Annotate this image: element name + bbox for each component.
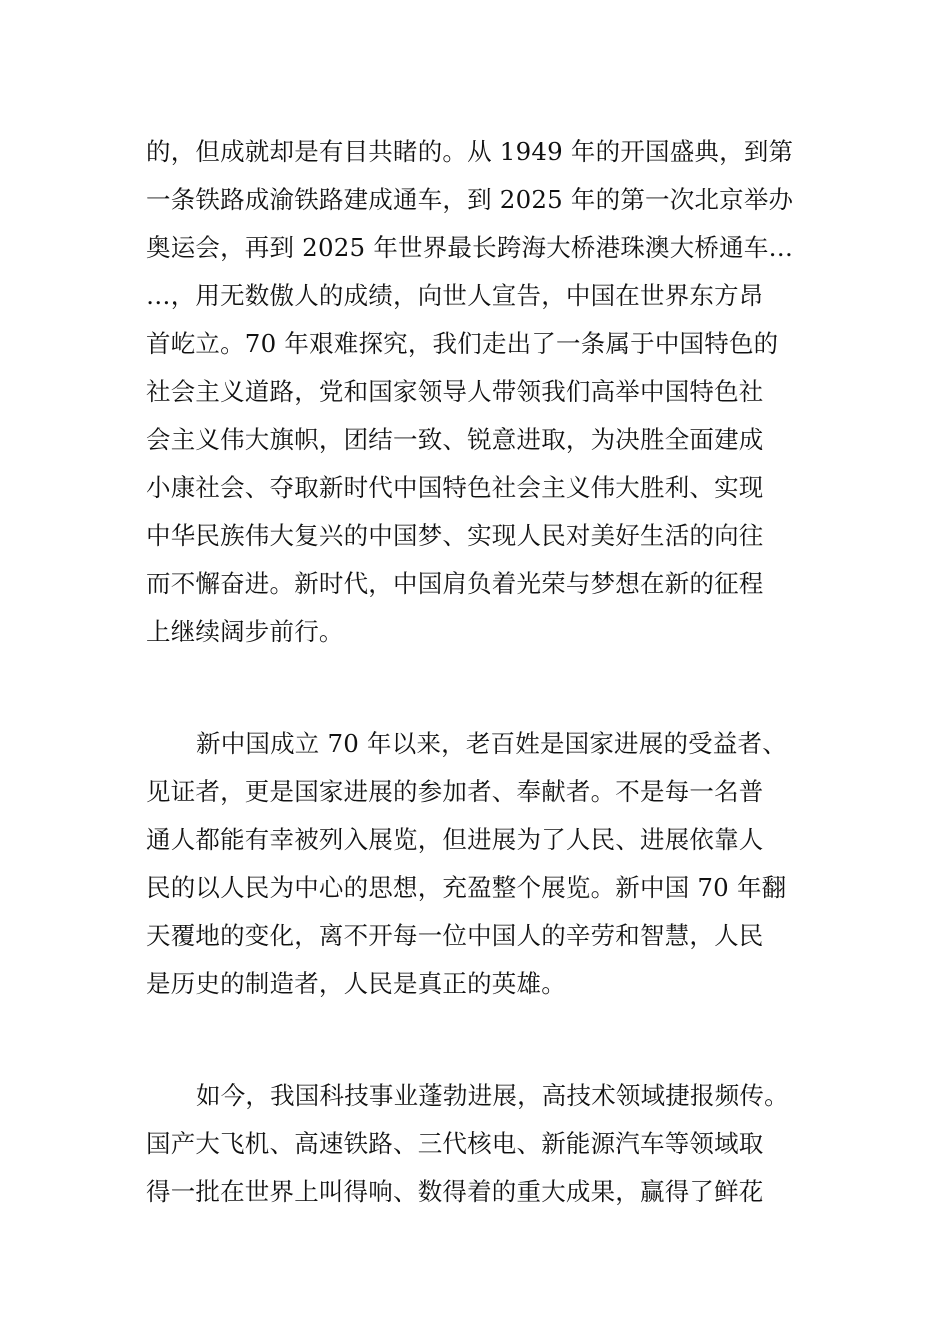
text-line: 一条铁路成渝铁路建成通车，到 2025 年的第一次北京举办 [146,185,794,214]
text-line: 如今，我国科技事业蓬勃进展，高技术领域捷报频传。 [196,1081,789,1110]
text-line: 上继续阔步前行。 [146,617,344,646]
text-line: 而不懈奋进。新时代，中国肩负着光荣与梦想在新的征程 [146,569,764,598]
text-line: 小康社会、夺取新时代中国特色社会主义伟大胜利、实现 [146,473,764,502]
text-line: 见证者，更是国家进展的参加者、奉献者。不是每一名普 [146,777,764,806]
text-line: 民的以人民为中心的思想，充盈整个展览。新中国 70 年翻 [146,873,787,902]
text-line: 会主义伟大旗帜，团结一致、锐意进取，为决胜全面建成 [146,425,764,454]
text-line: 国产大飞机、高速铁路、三代核电、新能源汽车等领域取 [146,1129,764,1158]
text-line: 奥运会，再到 2025 年世界最长跨海大桥港珠澳大桥通车… [146,233,794,262]
text-line: 首屹立。70 年艰难探究，我们走出了一条属于中国特色的 [146,329,779,358]
text-line: 通人都能有幸被列入展览，但进展为了人民、进展依靠人 [146,825,764,854]
text-line: 得一批在世界上叫得响、数得着的重大成果，赢得了鲜花 [146,1177,764,1206]
text-line: 中华民族伟大复兴的中国梦、实现人民对美好生活的向往 [146,521,764,550]
text-line: 是历史的制造者，人民是真正的英雄。 [146,969,566,998]
text-line: 社会主义道路，党和国家领导人带领我们高举中国特色社 [146,377,764,406]
text-line: …，用无数傲人的成绩，向世人宣告，中国在世界东方昂 [146,281,764,310]
text-line: 天覆地的变化，离不开每一位中国人的辛劳和智慧，人民 [146,921,764,950]
text-line: 的，但成就却是有目共睹的。从 1949 年的开国盛典，到第 [146,137,794,166]
text-line: 新中国成立 70 年以来，老百姓是国家进展的受益者、 [196,729,787,758]
